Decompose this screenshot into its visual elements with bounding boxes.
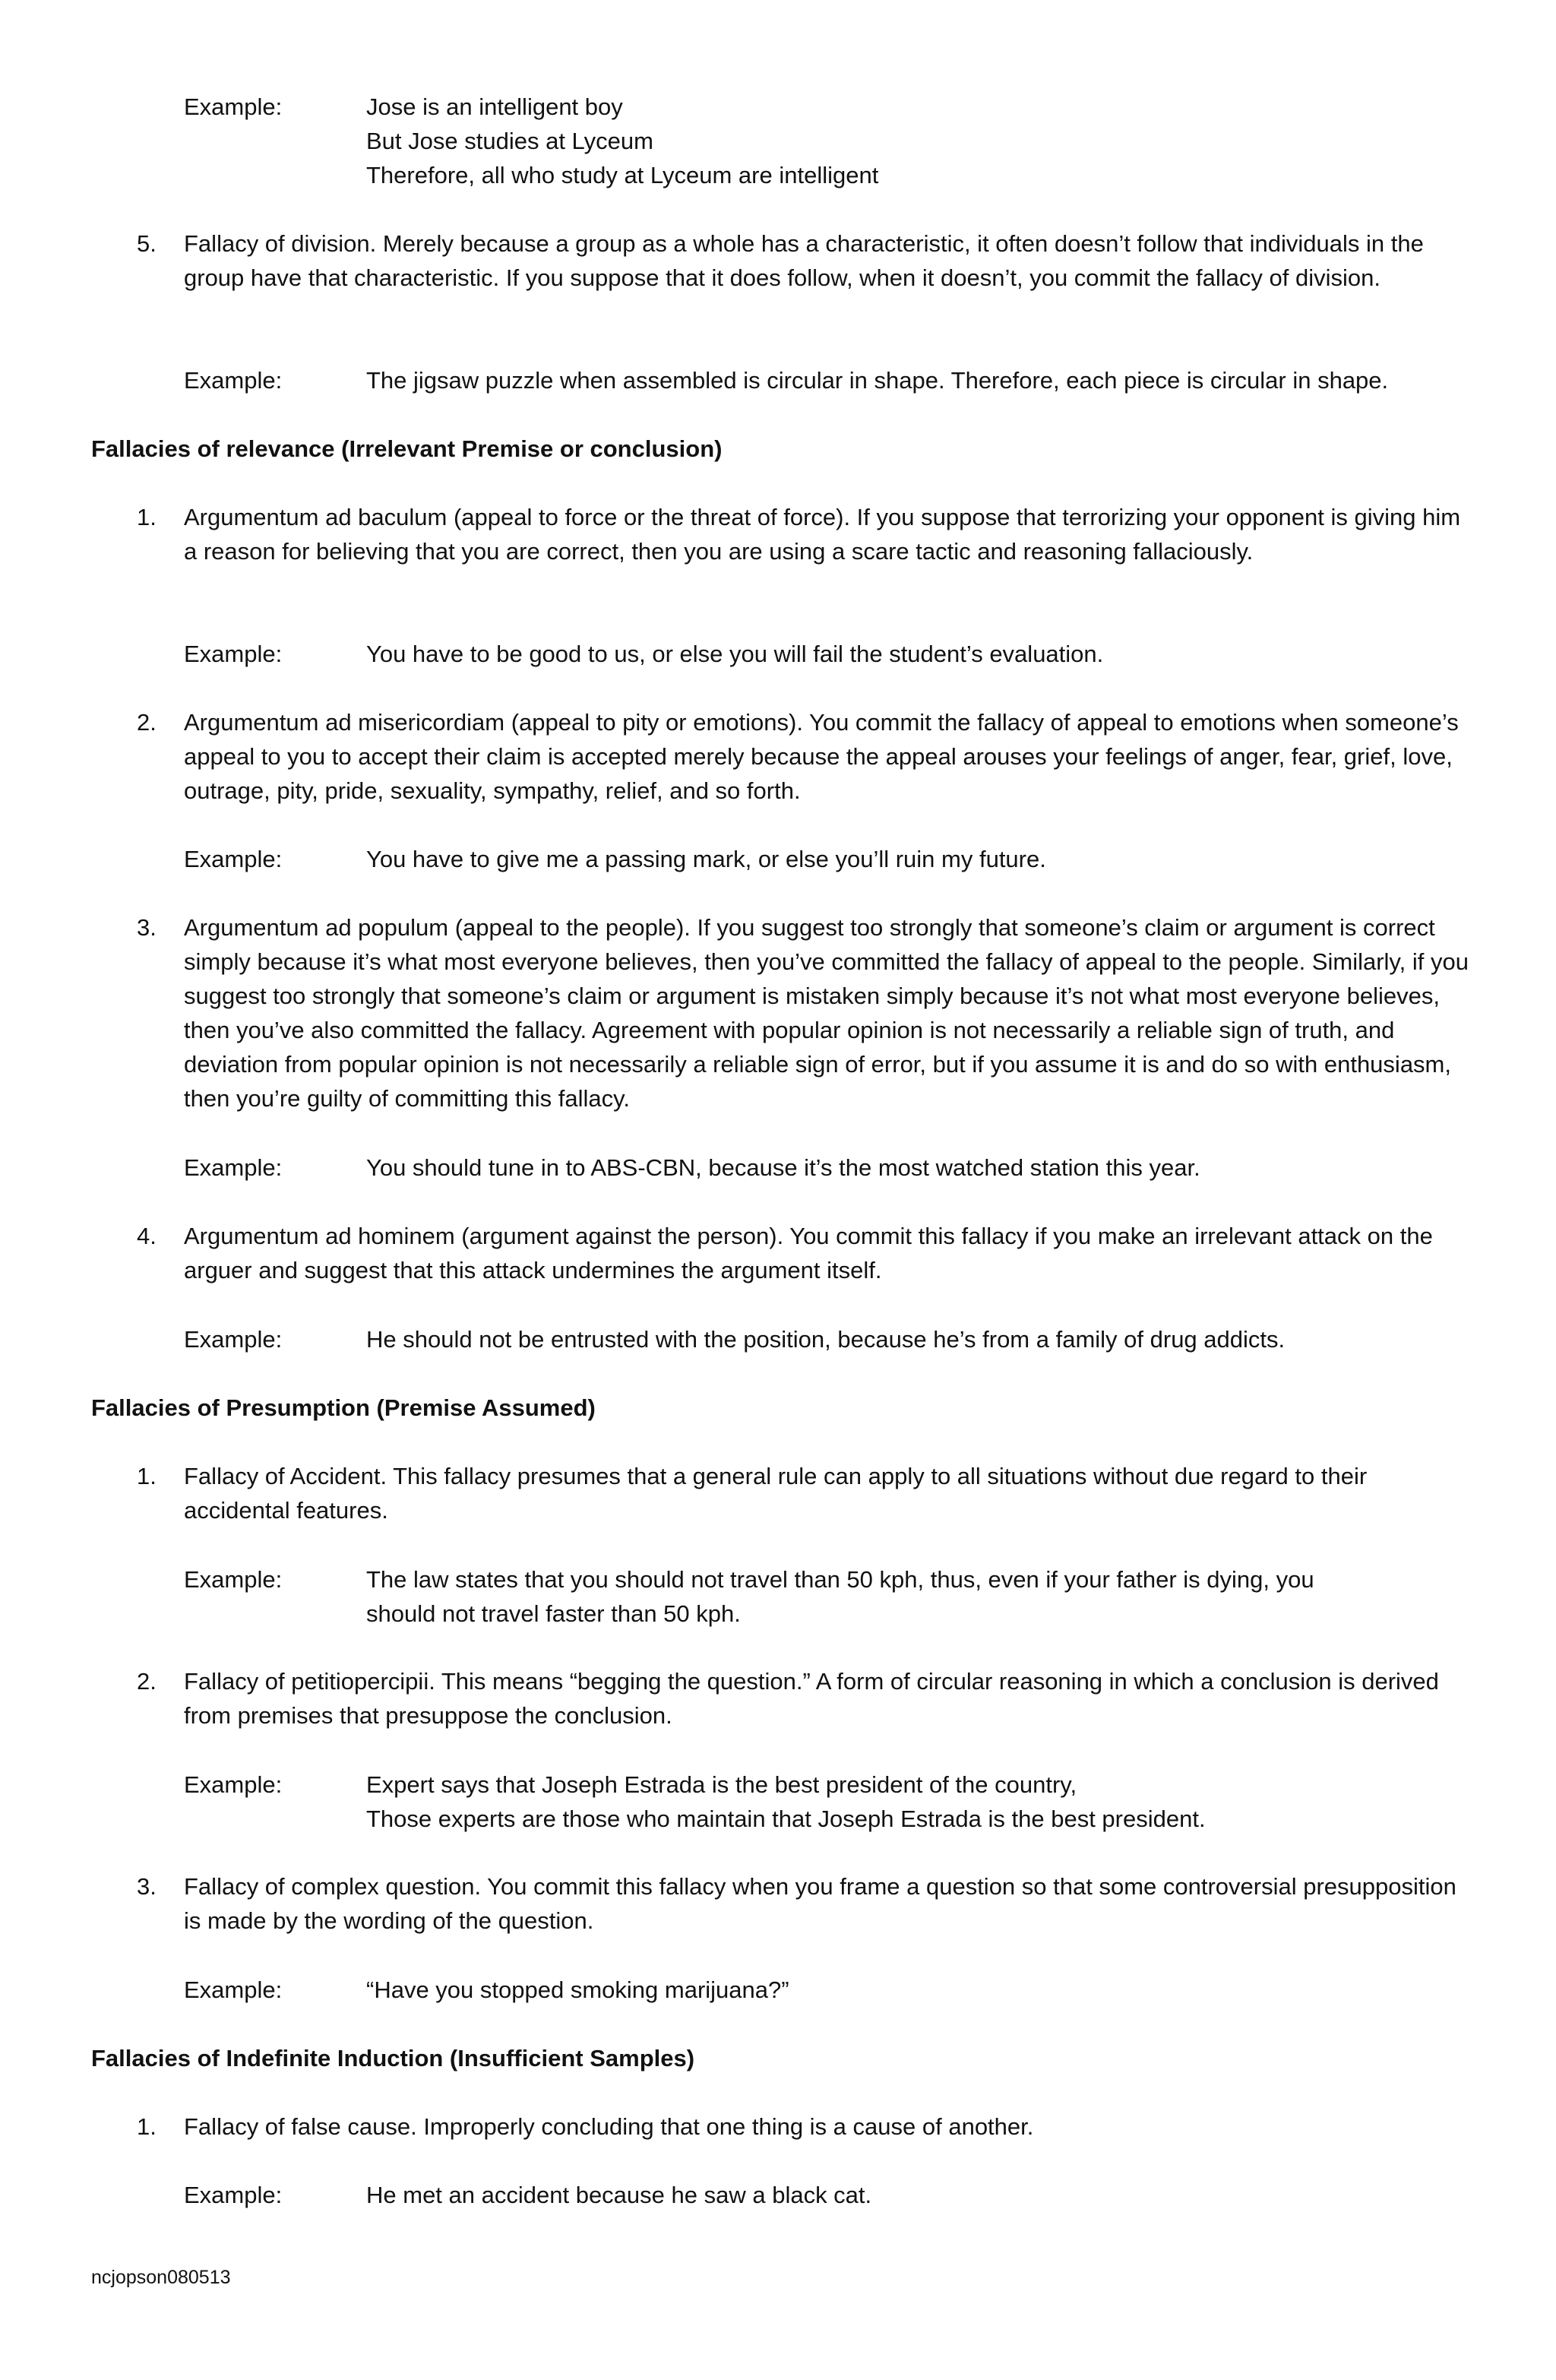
example-label: Example: xyxy=(184,1976,283,2003)
section-heading-induction: Fallacies of Indefinite Induction (Insufficient Samples) xyxy=(91,2045,695,2071)
example-label: Example: xyxy=(184,367,283,394)
example-line: Jose is an intelligent boy xyxy=(366,93,623,120)
item-number: 4. xyxy=(137,1223,157,1249)
example-text xyxy=(366,2178,1521,2212)
example-text xyxy=(366,1768,1521,1836)
example-label: Example: xyxy=(184,93,283,120)
example-label: Example: xyxy=(184,2182,283,2208)
example-line: You have to be good to us, or else you will fail the student’s evaluation. xyxy=(366,641,1104,667)
item-text: Argumentum ad baculum (appeal to force or the threat of force). If you suppose that terrorizing your opponent is giving him a reason for believing that you are correct, then you are using a scare tactic and reasoning fallaciously. xyxy=(184,504,1461,565)
example-line: Those experts are those who maintain that Joseph Estrada is the best president. xyxy=(366,1806,1206,1832)
item-number: 3. xyxy=(137,914,157,941)
item-text: Fallacy of petitiopercipii. This means “begging the question.” A form of circular reasoning in which a conclusion is derived from premises that presuppose the conclusion. xyxy=(184,1668,1439,1729)
example-label: Example: xyxy=(184,1154,283,1181)
example-label: Example: xyxy=(184,1326,283,1353)
example-label: Example: xyxy=(184,641,283,667)
section-heading-presumption: Fallacies of Presumption (Premise Assumed) xyxy=(91,1394,596,1421)
item-number: 3. xyxy=(137,1873,157,1900)
example-line: should not travel faster than 50 kph. xyxy=(366,1600,741,1627)
example-line: You should tune in to ABS-CBN, because it’s the most watched station this year. xyxy=(366,1154,1200,1181)
item-number: 2. xyxy=(137,1668,157,1695)
example-label: Example: xyxy=(184,846,283,872)
section-heading-relevance: Fallacies of relevance (Irrelevant Premise or conclusion) xyxy=(91,435,723,462)
example-text xyxy=(366,637,1521,671)
item-number: 2. xyxy=(137,709,157,736)
example-text xyxy=(366,363,1521,397)
item-number: 1. xyxy=(137,1463,157,1489)
example-text xyxy=(366,1322,1521,1356)
item-text: Fallacy of division. Merely because a group as a whole has a characteristic, it often doesn’t follow that individuals in the group have that characteristic. If you suppose that it does follow, when it doesn’t, you commit the fallacy of division. xyxy=(184,230,1424,291)
item-text: Argumentum ad hominem (argument against the person). You commit this fallacy if you make an irrelevant attack on the arguer and suggest that this attack undermines the argument itself. xyxy=(184,1223,1433,1283)
item-text: Argumentum ad populum (appeal to the people). If you suggest too strongly that someone’s claim or argument is correct simply because it’s what most everyone believes, then you’ve committed the fallacy of appeal to the people. Similarly, if you suggest too strongly that someone’s claim or argument is mistaken simply because it’s not what most everyone believes, then you’ve also committed the fallacy. Agreement with popular opinion is not necessarily a reliable sign of truth, and deviation from popular opinion is not necessarily a reliable sign of error, but if you assume it is and do so with enthusiasm, then you’re guilty of committing this fallacy. xyxy=(184,914,1469,1112)
example-line: The jigsaw puzzle when assembled is circular in shape. Therefore, each piece is circular in shape. xyxy=(366,367,1389,394)
example-text xyxy=(366,842,1521,876)
footer-text: ncjopson080513 xyxy=(91,2267,231,2288)
item-number: 1. xyxy=(137,2113,157,2140)
example-text xyxy=(366,90,1521,192)
example-line: “Have you stopped smoking marijuana?” xyxy=(366,1976,789,2003)
item-number: 1. xyxy=(137,504,157,530)
item-text: Fallacy of false cause. Improperly concluding that one thing is a cause of another. xyxy=(184,2113,1034,2140)
example-text xyxy=(366,1562,1521,1631)
example-label: Example: xyxy=(184,1771,283,1798)
example-line: He should not be entrusted with the position, because he’s from a family of drug addicts. xyxy=(366,1326,1286,1353)
item-text: Fallacy of Accident. This fallacy presumes that a general rule can apply to all situations without due regard to their accidental features. xyxy=(184,1463,1368,1524)
example-line: You have to give me a passing mark, or else you’ll ruin my future. xyxy=(366,846,1046,872)
example-line: The law states that you should not travel than 50 kph, thus, even if your father is dying, you xyxy=(366,1566,1314,1593)
example-line: Therefore, all who study at Lyceum are intelligent xyxy=(366,162,879,188)
example-line: Expert says that Joseph Estrada is the best president of the country, xyxy=(366,1771,1077,1798)
item-text: Fallacy of complex question. You commit this fallacy when you frame a question so that some controversial presupposition is made by the wording of the question. xyxy=(184,1873,1456,1934)
example-line: He met an accident because he saw a black cat. xyxy=(366,2182,872,2208)
example-line: But Jose studies at Lyceum xyxy=(366,128,653,154)
example-text xyxy=(366,1973,1521,2007)
example-label: Example: xyxy=(184,1566,283,1593)
example-text xyxy=(366,1150,1521,1185)
item-number: 5. xyxy=(137,230,157,257)
item-text: Argumentum ad misericordiam (appeal to pity or emotions). You commit the fallacy of appeal to emotions when someone’s appeal to you to accept their claim is accepted merely because the appeal arouses your feelings of anger, fear, grief, love, outrage, pity, pride, sexuality, sympathy, relief, and so forth. xyxy=(184,709,1459,804)
